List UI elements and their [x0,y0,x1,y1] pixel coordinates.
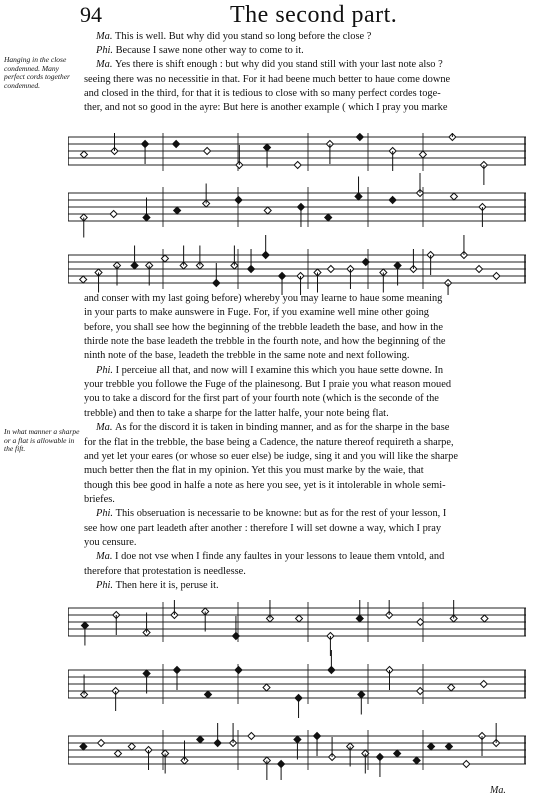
line-text: thirde note the base leadeth the trebble in the fourth note, and how the beginning of the [84,336,446,348]
line-text: in your parts to make aunswere in Fuge. For, if you examine well mine other going [84,307,429,319]
note [114,750,121,757]
text-line [84,306,528,320]
line-text: and conser with my last going before) whereby you may learne to haue some meaning [84,293,443,304]
staff [68,173,526,238]
text-line [84,335,528,349]
margin-note: In what manner a sharpe or a flat is allowable in the fift. [4,427,80,454]
note [450,193,457,200]
text-line [84,349,528,363]
note [356,134,363,141]
staff [68,723,526,780]
speaker-label: Ma. [96,551,116,563]
note [296,615,303,622]
line-text: though this bee good in halfe a note as here you see, yet is it intolerable in whole semi- [84,479,446,491]
note [481,615,488,622]
line-text: trebble) and then to take a sharpe for the latter halfe, your note being flat. [84,407,389,419]
note [413,757,420,764]
text-line [84,292,528,306]
note [173,141,180,148]
note [110,211,117,218]
line-text: seeing there was no necessitie in that. For it had beene much better to haue come downe [84,73,451,85]
staff [68,133,526,185]
line-text: Yes there is shift enough : but why did you stand still with your last note also ? [115,59,443,71]
text-line [84,321,528,335]
note [80,151,87,158]
text-line [84,378,528,392]
music-system-2 [68,600,526,780]
text-line [84,44,528,58]
line-text: I perceiue all that, and now will I examine this which you haue sette downe. In [115,364,444,376]
staff [68,650,526,718]
note [325,214,332,221]
line-text: much better then the flat in my opinion. Yet this you must marke by the waie, that [84,465,424,477]
text-line [84,493,528,507]
music-notation [68,600,526,780]
line-text: Then here it is, peruse it. [115,580,219,591]
speaker-label: Phi. [96,508,116,520]
note [389,197,396,204]
text-line [84,392,528,406]
text-line [84,565,528,579]
line-text: and yet let your eares (or whose so euer else) be iudge, sing it and you will like the sharpe [84,450,458,462]
speaker-label: Ma. [96,59,116,71]
note [394,750,401,757]
line-text: and closed in the third, for that it is tedious to close with so many perfect cordes toge- [84,87,441,99]
music-notation [68,133,526,295]
line-text: This is well. But why did you stand so long before the close ? [115,31,372,42]
note [327,266,334,273]
text-line [84,73,528,87]
margin-note: Hanging in the close condemned. Many perfect cords together condemned. [4,55,70,90]
text-line [84,464,528,478]
running-title: The second part. [230,2,398,28]
text-line [84,421,528,435]
note [235,667,242,674]
note [419,151,426,158]
speaker-label: Phi. [96,580,116,591]
text-line [84,407,528,421]
note [98,740,105,747]
note [80,276,87,283]
note [493,273,500,280]
line-text: As for the discord it is taken in binding manner, and as for the sharpe in the base [115,422,450,434]
text-line [84,364,528,378]
line-text: ninth note of the base, leadeth the trebble in the same note and next following. [84,350,410,362]
note [161,255,168,262]
line-text: ther, and not so good in the ayre: But here is another example ( which I pray you marke [84,102,448,113]
note [205,691,212,698]
note [248,733,255,740]
note [197,736,204,743]
note [445,743,452,750]
line-text: see how one part leadeth after another : therefore I will set downe a way, which I pray [84,522,442,534]
note [174,207,181,214]
line-text: you censure. [84,536,137,548]
line-text: before, you shall see how the beginning of the trebble leadeth the base, and how in the [84,321,443,333]
note [128,743,135,750]
text-line [84,101,528,115]
speaker-label: Ma. [96,31,116,42]
note [480,681,487,688]
note [80,743,87,750]
text-line [84,522,528,536]
note [476,266,483,273]
staff [68,600,526,656]
note [448,684,455,691]
text-line [84,30,528,44]
text-line [84,450,528,464]
staff [68,235,526,295]
line-text: for the flat in the trebble, the base being a Cadence, the nature thereof requireth a sharpe, [84,436,454,448]
note [235,197,242,204]
text-line [84,479,528,493]
note [204,148,211,155]
note [264,207,271,214]
line-text: your trebble you followe the Fuge of the plainesong. But I praie you what reason moued [84,379,452,391]
text-line [84,507,528,521]
speaker-label: Phi. [96,45,116,57]
note [463,761,470,768]
line-text: briefes. [84,493,115,505]
speaker-label: Phi. [96,364,116,376]
note [294,162,301,169]
line-text: Because I sawe none other way to come to it. [115,45,304,57]
line-text: I doe not vse when I finde any faultes in your lessons to leaue them vntold, and [115,551,445,563]
music-system-1 [68,133,526,295]
note [428,743,435,750]
text-line [84,436,528,450]
line-text: you to take a discord for the first part of your fourth note (which is the seconde of the [84,393,439,405]
catchword: Ma. [490,785,506,796]
line-text: This obseruation is necessarie to be knowne: but as for the rest of your lesson, I [115,508,447,520]
speaker-label: Ma. [96,422,116,434]
text-line [84,550,528,564]
text-line [84,58,528,72]
text-line [84,536,528,550]
note [263,684,270,691]
text-line [84,87,528,101]
page-number: 94 [80,2,102,27]
text-line [84,579,528,593]
line-text: therefore that protestation is needlesse. [84,565,246,577]
